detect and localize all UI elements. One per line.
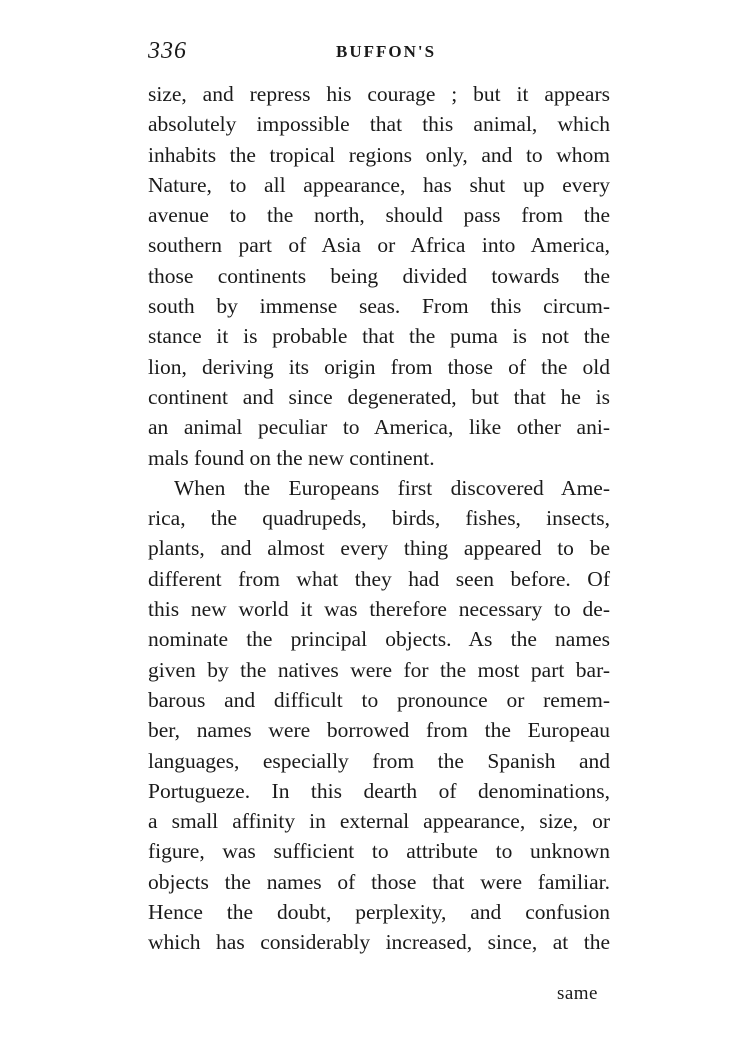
text-line: inhabits the tropical regions only, and to whom	[148, 142, 610, 167]
text-line: avenue to the north, should pass from the	[148, 203, 610, 228]
text-line: southern part of Asia or Africa into America,	[148, 233, 610, 258]
text-line: plants, and almost every thing appeared to be	[148, 536, 610, 561]
text-line: which has considerably increased, since, at the	[148, 930, 610, 955]
text-line: figure, was sufficient to attribute to unknown	[148, 839, 610, 864]
text-line: Nature, to all appearance, has shut up every	[148, 172, 610, 197]
text-line: mals found on the new continent.	[148, 445, 435, 470]
text-line: south by immense seas. From this circum-	[148, 294, 610, 319]
text-line: Hence the doubt, perplexity, and confusion	[148, 900, 610, 925]
text-line: languages, especially from the Spanish and	[148, 748, 610, 773]
text-line: objects the names of those that were familiar.	[148, 869, 610, 894]
text-line: given by the natives were for the most part bar-	[148, 657, 610, 682]
body-text	[148, 79, 610, 958]
text-line: When the Europeans first discovered Ame-	[174, 475, 610, 500]
text-line: this new world it was therefore necessary to de-	[148, 597, 610, 622]
catchword: same	[556, 983, 598, 1004]
text-line: an animal peculiar to America, like other ani-	[148, 415, 610, 440]
page-number: 336	[148, 38, 187, 64]
text-line: barous and difficult to pronounce or remem-	[148, 687, 610, 712]
text-line: different from what they had seen before. Of	[148, 566, 610, 591]
text-line: Portugueze. In this dearth of denominations,	[148, 778, 610, 803]
paragraph-1	[148, 79, 610, 473]
text-line: absolutely impossible that this animal, which	[148, 112, 610, 137]
text-line: rica, the quadrupeds, birds, fishes, insects,	[148, 506, 610, 531]
text-line: a small affinity in external appearance, size, or	[148, 809, 610, 834]
text-line: stance it is probable that the puma is not the	[148, 324, 610, 349]
text-line: continent and since degenerated, but that he is	[148, 384, 610, 409]
text-line: lion, deriving its origin from those of the old	[148, 354, 610, 379]
text-line: size, and repress his courage ; but it appears	[148, 82, 610, 106]
text-line: nominate the principal objects. As the names	[148, 627, 610, 652]
text-line: ber, names were borrowed from the Europeau	[148, 718, 610, 743]
text-line: those continents being divided towards the	[148, 263, 610, 288]
running-title: BUFFON'S	[336, 42, 437, 61]
paragraph-2	[148, 473, 610, 958]
running-head	[148, 38, 610, 68]
